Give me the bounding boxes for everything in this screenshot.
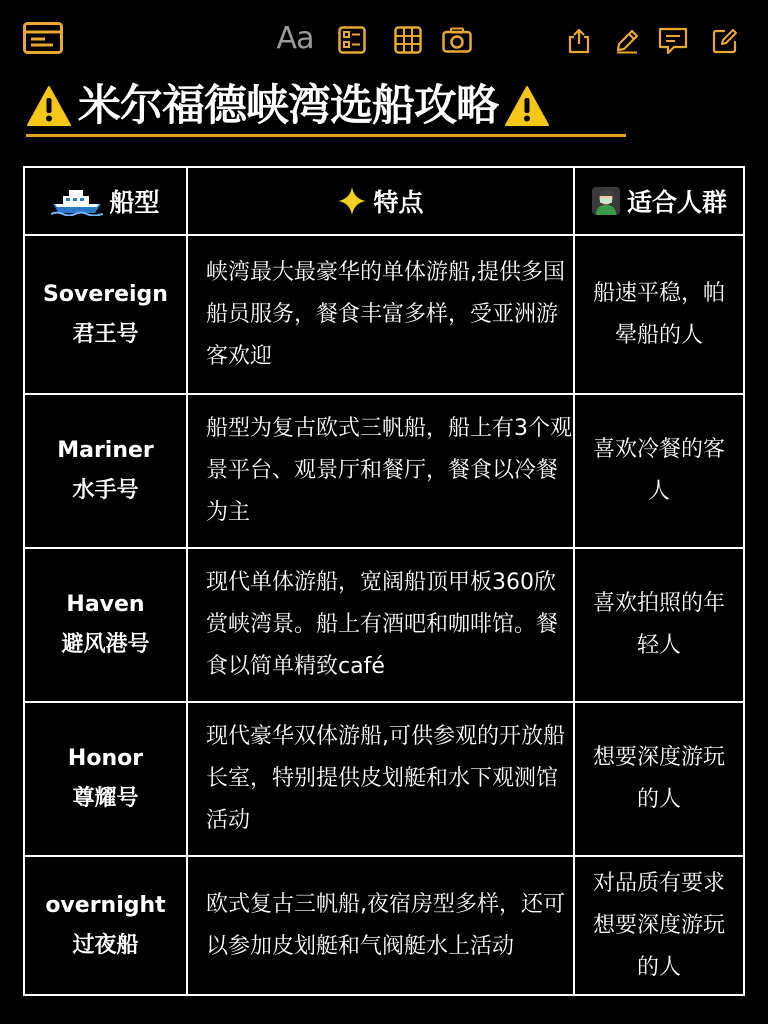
person-icon xyxy=(591,186,621,216)
audience-cell: 船速平稳，帕晕船的人 xyxy=(574,235,744,394)
table-row xyxy=(24,702,744,856)
ship-name-cn: 过夜船 xyxy=(72,932,139,958)
sparkle-icon xyxy=(337,186,367,216)
ship-name-cell xyxy=(24,702,187,856)
table-header-row xyxy=(24,167,744,235)
ship-name-cn: 尊耀号 xyxy=(72,786,139,811)
title-text: 米尔福德峡湾选船攻略 xyxy=(78,81,498,131)
audience-cell: 想要深度游玩的人 xyxy=(574,702,744,856)
header-audience-label: 适合人群 xyxy=(626,188,727,217)
ship-name-cell xyxy=(24,856,187,995)
feature-cell: 现代单体游船，宽阔船顶甲板360欣赏峡湾景。船上有酒吧和咖啡馆。餐食以简单精致café xyxy=(187,548,574,702)
title-underline xyxy=(26,134,626,137)
cruise-comparison-table xyxy=(23,166,745,996)
feature-cell: 船型为复古欧式三帆船，船上有3个观景平台、观景厅和餐厅，餐食以冷餐为主 xyxy=(187,394,574,548)
warning-icon xyxy=(504,84,550,128)
ship-name-cell xyxy=(24,235,187,394)
ship-name-cn: 避风港号 xyxy=(61,632,150,657)
warning-icon xyxy=(26,84,72,128)
ship-name-en: Honor xyxy=(67,746,144,771)
ship-name-en: Mariner xyxy=(57,438,154,463)
header-ship-type xyxy=(24,167,187,235)
checklist-icon[interactable] xyxy=(336,24,368,56)
header-feature-label: 特点 xyxy=(373,188,424,217)
ship-icon xyxy=(51,186,103,216)
pen-icon[interactable] xyxy=(612,26,642,56)
table-row xyxy=(24,394,744,548)
feature-cell: 峡湾最大最豪华的单体游船,提供多国船员服务，餐食丰富多样，受亚洲游客欢迎 xyxy=(187,235,574,394)
share-icon[interactable] xyxy=(564,26,594,56)
feature-cell: 现代豪华双体游船,可供参观的开放船长室，特别提供皮划艇和水下观测馆活动 xyxy=(187,702,574,856)
ship-name-en: overnight xyxy=(45,892,166,918)
ship-name-cell xyxy=(24,548,187,702)
table-icon[interactable] xyxy=(392,24,424,56)
ship-name-en: Sovereign xyxy=(43,281,168,307)
ship-name-cn: 君王号 xyxy=(72,321,139,347)
comment-icon[interactable] xyxy=(656,26,690,56)
header-feature xyxy=(187,167,574,235)
toolbar xyxy=(0,0,768,80)
page-title xyxy=(26,80,626,132)
audience-cell: 喜欢拍照的年轻人 xyxy=(574,548,744,702)
edit-icon[interactable] xyxy=(710,26,740,56)
header-ship-type-label: 船型 xyxy=(109,188,160,217)
ship-name-cn: 水手号 xyxy=(72,478,139,503)
font-style-button[interactable]: Aa xyxy=(276,20,314,56)
table-row xyxy=(24,548,744,702)
audience-cell: 喜欢冷餐的客人 xyxy=(574,394,744,548)
camera-icon[interactable] xyxy=(440,24,474,56)
table-row xyxy=(24,856,744,995)
menu-card-icon[interactable] xyxy=(22,20,64,56)
audience-cell: 对品质有要求想要深度游玩的人 xyxy=(574,856,744,995)
ship-name-en: Haven xyxy=(66,592,145,617)
header-audience xyxy=(574,167,744,235)
table-row xyxy=(24,235,744,394)
ship-name-cell xyxy=(24,394,187,548)
feature-cell: 欧式复古三帆船,夜宿房型多样，还可以参加皮划艇和气阀艇水上活动 xyxy=(187,856,574,995)
